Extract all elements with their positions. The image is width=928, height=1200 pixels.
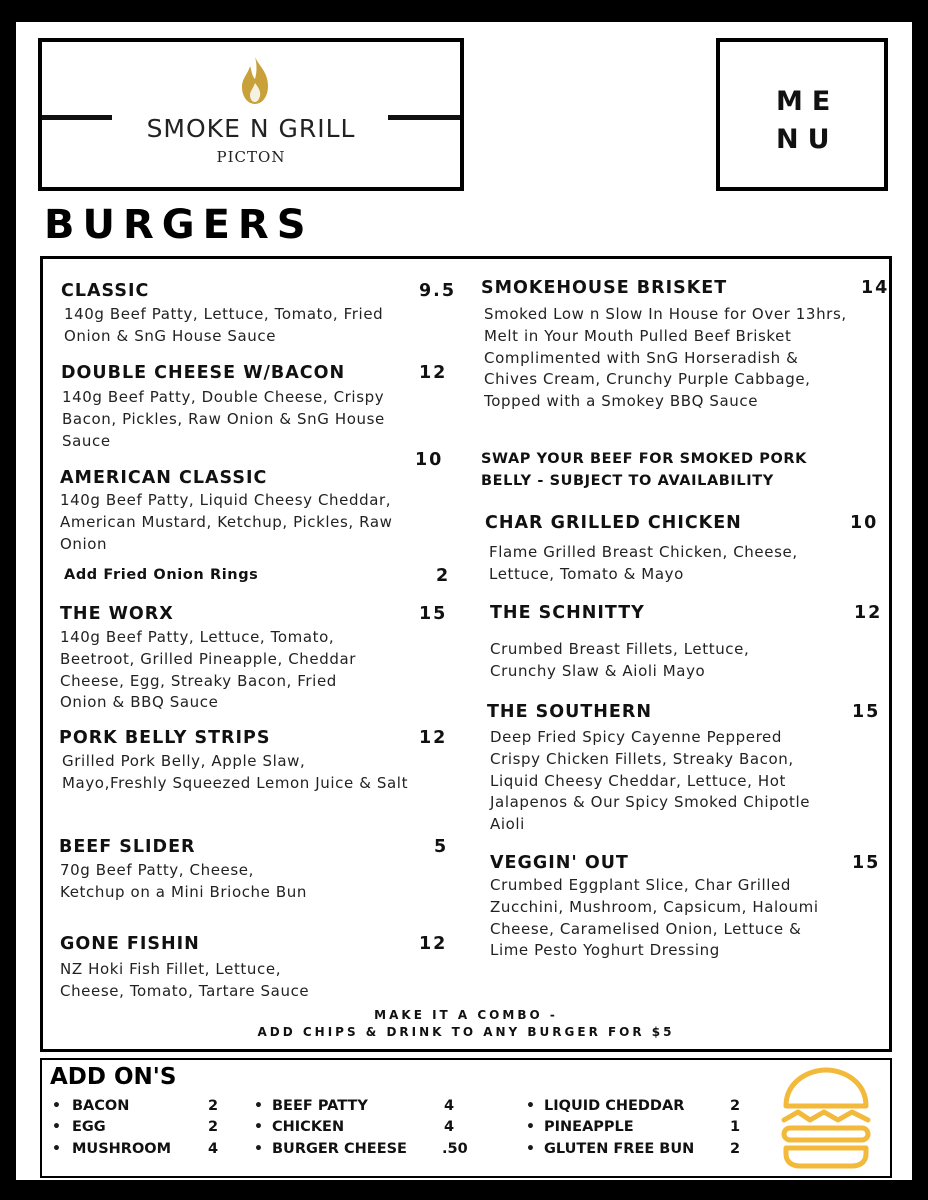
addon-price: 1 bbox=[730, 1119, 741, 1135]
item-name: CLASSIC bbox=[61, 281, 150, 301]
bullet: • bbox=[52, 1119, 61, 1135]
addon-price: 4 bbox=[444, 1119, 455, 1135]
flame-icon bbox=[238, 56, 272, 106]
item-description: Grilled Pork Belly, Apple Slaw, Mayo,Freshly Squeezed Lemon Juice & Salt bbox=[62, 752, 409, 792]
item-price: 15 bbox=[852, 702, 881, 722]
burgers-box bbox=[40, 256, 892, 1052]
addon-price: 2 bbox=[208, 1119, 219, 1135]
burger-icon bbox=[778, 1064, 874, 1172]
addon-price: 4 bbox=[208, 1141, 219, 1157]
item-price: 5 bbox=[434, 837, 449, 857]
item-description: Flame Grilled Breast Chicken, Cheese, Lettuce, Tomato & Mayo bbox=[489, 543, 798, 583]
addon-name: EGG bbox=[72, 1119, 106, 1135]
item-name: VEGGIN' OUT bbox=[490, 853, 629, 873]
menu-page bbox=[16, 22, 912, 1180]
item-description: Crumbed Eggplant Slice, Char Grilled Zucchini, Mushroom, Capsicum, Haloumi Cheese, Caramelised Onion, Lettuce & Lime Pesto Yoghurt Dressing bbox=[490, 876, 819, 960]
addon-name: BEEF PATTY bbox=[272, 1098, 368, 1114]
addon-price: 4 bbox=[444, 1098, 455, 1114]
item-name: THE WORX bbox=[60, 604, 174, 624]
bullet: • bbox=[254, 1119, 263, 1135]
bullet: • bbox=[526, 1119, 535, 1135]
addons-box bbox=[40, 1058, 892, 1178]
combo-line1: MAKE IT A COMBO - bbox=[374, 1008, 558, 1022]
addon-price: 2 bbox=[730, 1141, 741, 1157]
swap-note: SWAP YOUR BEEF FOR SMOKED PORK BELLY - SUBJECT TO AVAILABILITY bbox=[481, 451, 808, 489]
logo-name: SMOKE N GRILL bbox=[146, 114, 356, 143]
item-price: 12 bbox=[419, 934, 448, 954]
item-description: 140g Beef Patty, Double Cheese, Crispy Bacon, Pickles, Raw Onion & SnG House Sauce bbox=[62, 388, 385, 450]
item-name: THE SCHNITTY bbox=[490, 603, 645, 623]
item-description: 140g Beef Patty, Lettuce, Tomato, Beetroot, Grilled Pineapple, Cheddar Cheese, Egg, Streaky Bacon, Fried Onion & BBQ Sauce bbox=[60, 628, 357, 712]
item-price: 15 bbox=[852, 853, 881, 873]
bullet: • bbox=[52, 1098, 61, 1114]
addon-name: PINEAPPLE bbox=[544, 1119, 634, 1135]
item-price: 12 bbox=[419, 363, 448, 383]
extra-onion-rings-price: 2 bbox=[436, 566, 451, 586]
logo-box bbox=[38, 38, 464, 191]
addon-price: 2 bbox=[208, 1098, 219, 1114]
addon-price: 2 bbox=[730, 1098, 741, 1114]
item-name: THE SOUTHERN bbox=[487, 702, 652, 722]
addon-name: GLUTEN FREE BUN bbox=[544, 1141, 695, 1157]
item-name: GONE FISHIN bbox=[60, 934, 200, 954]
bullet: • bbox=[254, 1098, 263, 1114]
addon-name: MUSHROOM bbox=[72, 1141, 172, 1157]
combo-line2: ADD CHIPS & DRINK TO ANY BURGER FOR $5 bbox=[257, 1025, 675, 1039]
item-name: PORK BELLY STRIPS bbox=[59, 728, 271, 748]
menu-label-line2: NU bbox=[776, 124, 839, 155]
item-name: DOUBLE CHEESE W/BACON bbox=[61, 363, 346, 383]
menu-label-box bbox=[716, 38, 888, 191]
addon-name: BURGER CHEESE bbox=[272, 1141, 407, 1157]
item-name: SMOKEHOUSE BRISKET bbox=[481, 278, 728, 298]
section-title: BURGERS bbox=[44, 202, 314, 248]
extra-onion-rings: Add Fried Onion Rings bbox=[64, 567, 259, 583]
item-description: Deep Fried Spicy Cayenne Peppered Crispy Chicken Fillets, Streaky Bacon, Liquid Cheesy Cheddar, Lettuce, Hot Jalapenos & Our Spicy Smoked Chipotle Aioli bbox=[490, 728, 811, 834]
item-price: 10 bbox=[415, 450, 444, 470]
item-price: 10 bbox=[850, 513, 879, 533]
bullet: • bbox=[526, 1098, 535, 1114]
logo-location: PICTON bbox=[216, 148, 286, 166]
bullet: • bbox=[52, 1141, 61, 1157]
item-description: 140g Beef Patty, Liquid Cheesy Cheddar, American Mustard, Ketchup, Pickles, Raw Onion bbox=[60, 491, 393, 553]
item-price: 12 bbox=[419, 728, 448, 748]
item-name: BEEF SLIDER bbox=[59, 837, 196, 857]
item-description: Smoked Low n Slow In House for Over 13hrs, Melt in Your Mouth Pulled Beef Brisket Complimented with SnG Horseradish & Chives Cream, Crunchy Purple Cabbage, Topped with a Smokey BBQ Sauce bbox=[484, 305, 847, 411]
bullet: • bbox=[526, 1141, 535, 1157]
item-price: 15 bbox=[419, 604, 448, 624]
item-description: 140g Beef Patty, Lettuce, Tomato, Fried Onion & SnG House Sauce bbox=[64, 305, 384, 345]
item-price: 14 bbox=[861, 278, 890, 298]
item-price: 9.5 bbox=[419, 281, 457, 301]
item-name: CHAR GRILLED CHICKEN bbox=[485, 513, 742, 533]
menu-label-line1: ME bbox=[776, 86, 840, 117]
addon-price: .50 bbox=[442, 1141, 468, 1157]
item-description: 70g Beef Patty, Cheese, Ketchup on a Mini Brioche Bun bbox=[60, 861, 307, 901]
addon-name: CHICKEN bbox=[272, 1119, 345, 1135]
addon-name: LIQUID CHEDDAR bbox=[544, 1098, 685, 1114]
item-name: AMERICAN CLASSIC bbox=[60, 468, 268, 488]
addons-title: ADD ON'S bbox=[50, 1064, 177, 1090]
item-description: NZ Hoki Fish Fillet, Lettuce, Cheese, Tomato, Tartare Sauce bbox=[60, 960, 310, 1000]
bullet: • bbox=[254, 1141, 263, 1157]
item-price: 12 bbox=[854, 603, 883, 623]
item-description: Crumbed Breast Fillets, Lettuce, Crunchy Slaw & Aioli Mayo bbox=[490, 640, 750, 680]
addon-name: BACON bbox=[72, 1098, 130, 1114]
